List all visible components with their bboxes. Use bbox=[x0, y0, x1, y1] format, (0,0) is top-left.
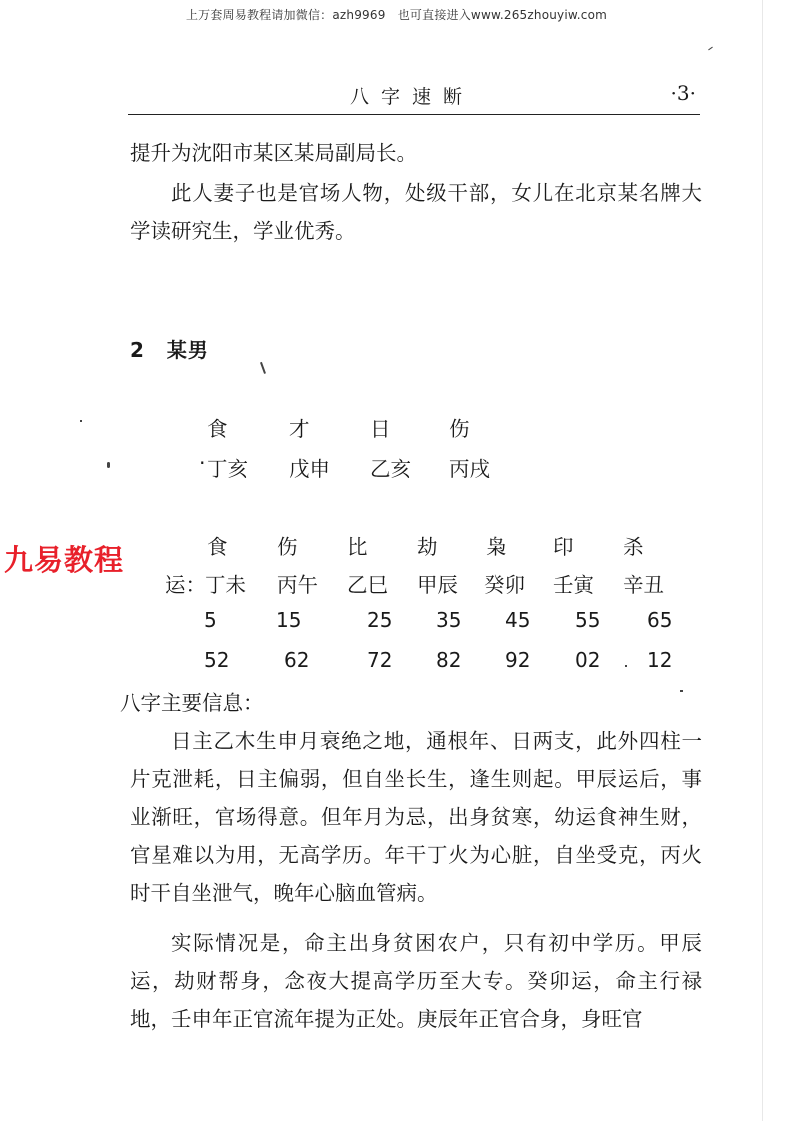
luck-god-4: 劫 bbox=[417, 535, 438, 559]
watermark-logo: 九易教程 bbox=[4, 543, 125, 577]
luck-year-5: 92 bbox=[505, 648, 531, 672]
page-edge-shadow bbox=[762, 0, 763, 1121]
chart-god-hour: 伤 bbox=[449, 417, 470, 441]
chart-pillar-month: 戊申 bbox=[289, 457, 330, 481]
chart-pillar-day: 乙亥 bbox=[370, 457, 411, 481]
luck-year-3: 72 bbox=[367, 648, 393, 672]
luck-age-6: 55 bbox=[575, 608, 601, 632]
luck-age-5: 45 bbox=[505, 608, 531, 632]
chart-pillar-prefix: · bbox=[199, 451, 206, 475]
luck-age-2: 15 bbox=[276, 608, 302, 632]
chart-god-month: 才 bbox=[289, 417, 310, 441]
luck-god-1: 食 bbox=[207, 535, 228, 559]
luck-pillar-2: 丙午 bbox=[277, 573, 318, 597]
chart-pillar-hour: 丙戌 bbox=[449, 457, 490, 481]
luck-age-3: 25 bbox=[367, 608, 393, 632]
luck-pillar-5: 癸卯 bbox=[484, 573, 525, 597]
luck-year-1: 52 bbox=[204, 648, 230, 672]
luck-age-7: 65 bbox=[647, 608, 673, 632]
luck-god-7: 杀 bbox=[623, 535, 644, 559]
scan-speck bbox=[625, 665, 627, 667]
page-header bbox=[128, 80, 700, 115]
luck-year-6: 02 bbox=[575, 648, 601, 672]
luck-pillar-3: 乙巳 bbox=[347, 573, 388, 597]
luck-label: 运： bbox=[165, 573, 206, 597]
chart-god-year: 食 bbox=[207, 417, 228, 441]
luck-year-4: 82 bbox=[436, 648, 462, 672]
scan-speck bbox=[80, 420, 82, 422]
paragraph-1: 提升为沈阳市某区某局副局长。 bbox=[130, 141, 417, 165]
luck-god-3: 比 bbox=[347, 535, 368, 559]
luck-god-2: 伤 bbox=[277, 535, 298, 559]
page-number: ·3· bbox=[670, 81, 696, 105]
luck-year-7: 12 bbox=[647, 648, 673, 672]
luck-pillar-1: 丁未 bbox=[205, 573, 246, 597]
luck-pillar-6: 壬寅 bbox=[553, 573, 594, 597]
luck-god-5: 枭 bbox=[486, 535, 507, 559]
paragraph-actual: 实际情况是，命主出身贫困农户，只有初中学历。甲辰运，劫财帮身，念夜大提高学历至大专。癸卯运，命主行禄地，壬申年正官流年提为正处。庚辰年正官合身，身旺官 bbox=[130, 931, 702, 1031]
header-title: 八字速断 bbox=[350, 86, 475, 108]
luck-pillar-4: 甲辰 bbox=[417, 573, 458, 597]
chart-pillar-year: 丁亥 bbox=[207, 457, 248, 481]
paragraph-2: 此人妻子也是官场人物，处级干部，女儿在北京某名牌大学读研究生，学业优秀。 bbox=[130, 181, 702, 243]
luck-pillar-7: 辛丑 bbox=[623, 573, 664, 597]
scan-speck bbox=[260, 362, 266, 374]
luck-age-1: 5 bbox=[204, 608, 217, 632]
section-name: 某男 bbox=[166, 338, 209, 362]
paragraph-analysis: 日主乙木生申月衰绝之地，通根年、日两支，此外四柱一片克泄耗，日主偏弱，但自坐长生，逢生则起。甲辰运后，事业渐旺，官场得意。但年月为忌，出身贫寒，幼运食神生财，官星难以为用，无高学历。年干丁火为心脏，自坐受克，丙火时干自坐泄气，晚年心脑血管病。 bbox=[130, 729, 702, 905]
scan-speck bbox=[708, 47, 713, 51]
luck-god-6: 印 bbox=[553, 535, 574, 559]
scan-speck bbox=[107, 462, 110, 468]
scan-speck bbox=[680, 690, 683, 692]
info-heading: 八字主要信息： bbox=[120, 691, 264, 715]
chart-god-day: 日 bbox=[370, 417, 391, 441]
top-banner: 上万套周易教程请加微信：azh9969 也可直接进入www.265zhouyiw.com bbox=[185, 8, 608, 22]
section-number: 2 bbox=[130, 338, 145, 362]
luck-year-2: 62 bbox=[284, 648, 310, 672]
luck-age-4: 35 bbox=[436, 608, 462, 632]
section-title bbox=[130, 334, 209, 363]
